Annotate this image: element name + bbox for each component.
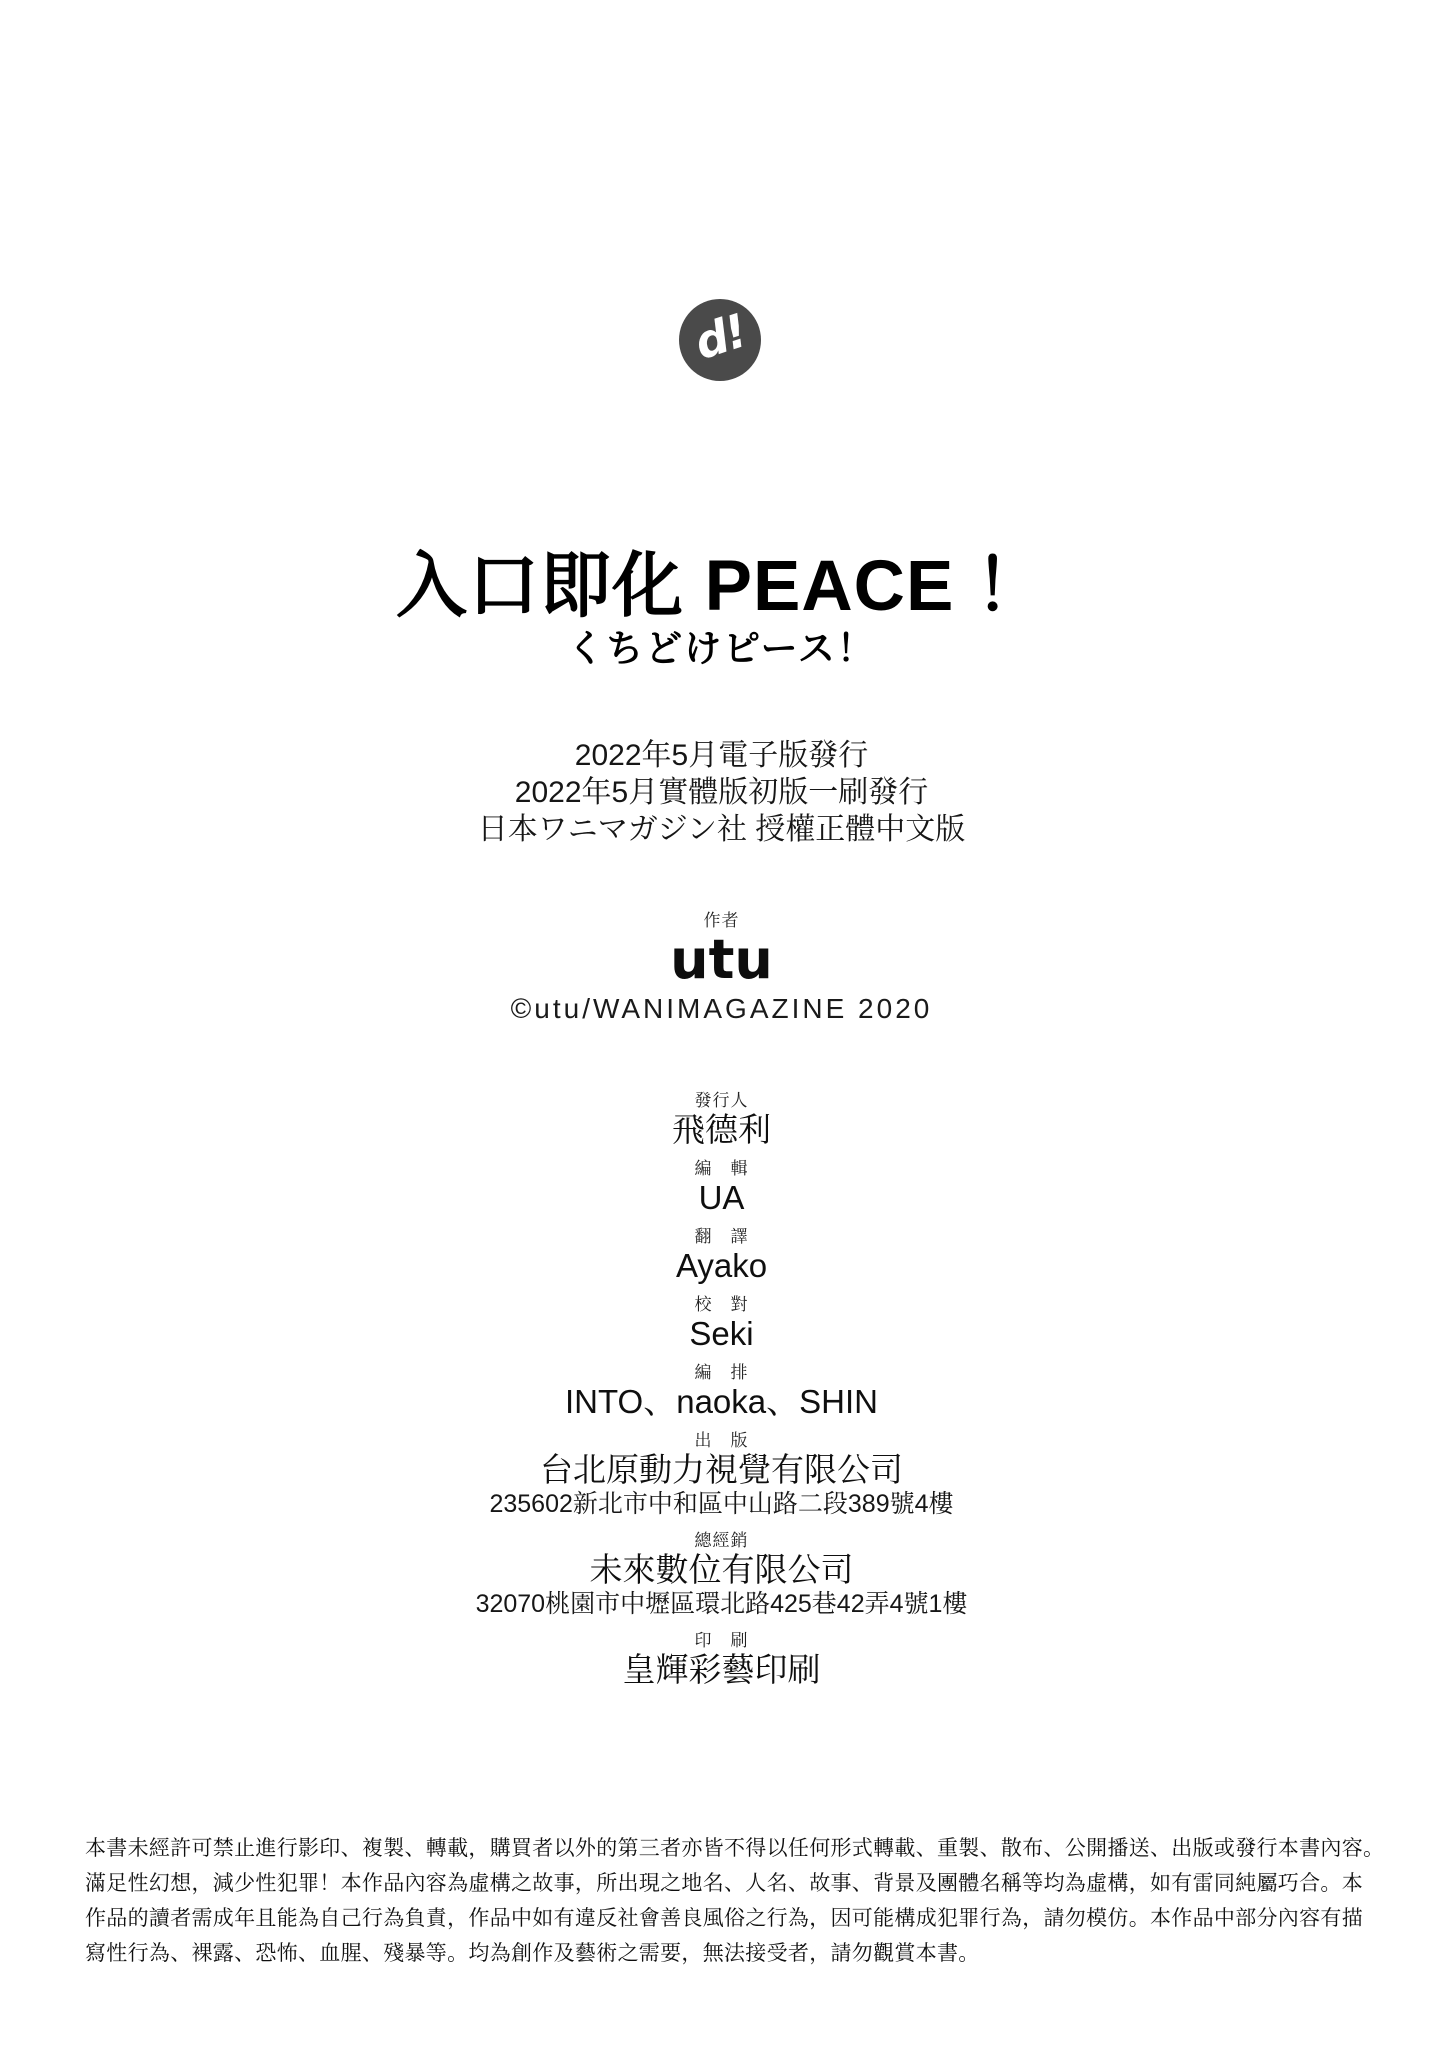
credit-label: 編 排 — [694, 1363, 749, 1382]
credit-label: 翻 譯 — [694, 1227, 749, 1246]
credit-row-proofreader — [0, 1294, 1443, 1352]
credit-value: 飛德利 — [672, 1111, 771, 1148]
credit-row-printer — [0, 1630, 1443, 1688]
credit-label: 發行人 — [694, 1091, 749, 1110]
credit-row-editor — [0, 1158, 1443, 1216]
edition-line-digital: 2022年5月電子版發行 — [574, 739, 869, 772]
book-subtitle: くちどけピース！ — [567, 628, 876, 670]
credit-value: UA — [698, 1179, 745, 1216]
legal-disclaimer — [85, 1831, 1385, 1971]
disclaimer-line: 滿足性幻想，減少性犯罪！本作品內容為虛構之故事，所出現之地名、人名、故事、背景及團體名稱等均為虛構，如有雷同純屬巧合。本 — [85, 1872, 1363, 1895]
title-block — [0, 549, 1443, 672]
copyright-line: ©utu/WANIMAGAZINE 2020 — [510, 993, 933, 1024]
author-name: utu — [670, 928, 773, 991]
credit-value: Seki — [689, 1315, 754, 1352]
publisher-logo-icon: d! — [687, 303, 753, 371]
credit-row-layout — [0, 1362, 1443, 1420]
book-title: 入口即化 PEACE ！ — [395, 547, 1048, 626]
disclaimer-line: 作品的讀者需成年且能為自己行為負責，作品中如有違反社會善良風俗之行為，因可能構成犯罪行為，請勿模仿。本作品中部分內容有描 — [85, 1907, 1363, 1930]
author-label: 作者 — [703, 911, 740, 930]
disclaimer-line: 本書未經許可禁止進行影印、複製、轉載，購買者以外的第三者亦皆不得以任何形式轉載、重製、散布、公開播送、出版或發行本書內容。 — [85, 1837, 1385, 1860]
credit-value: 未來數位有限公司 — [589, 1551, 854, 1588]
credit-address: 235602新北市中和區中山路二段389號4樓 — [489, 1490, 954, 1518]
edition-line-print: 2022年5月實體版初版一刷發行 — [514, 776, 929, 809]
credit-label: 編 輯 — [694, 1159, 749, 1178]
credit-value: INTO、naoka、SHIN — [565, 1383, 878, 1420]
credit-row-distributor — [0, 1530, 1443, 1620]
edition-line-license: 日本ワニマガジン社 授權正體中文版 — [477, 813, 966, 846]
credit-value: 皇輝彩藝印刷 — [622, 1651, 821, 1688]
credit-value: 台北原動力視覺有限公司 — [540, 1451, 903, 1488]
disclaimer-line: 寫性行為、裸露、恐怖、血腥、殘暴等。均為創作及藝術之需要，無法接受者，請勿觀賞本書。 — [85, 1942, 980, 1965]
credit-row-publisher-person — [0, 1090, 1443, 1148]
credit-label: 印 刷 — [694, 1631, 749, 1650]
credit-label: 總經銷 — [694, 1531, 749, 1550]
credits-list — [0, 1090, 1443, 1698]
credit-label: 校 對 — [694, 1295, 749, 1314]
credit-row-publishing-company — [0, 1430, 1443, 1520]
credit-value: Ayako — [675, 1247, 768, 1284]
credit-row-translator — [0, 1226, 1443, 1284]
credit-label: 出 版 — [694, 1431, 749, 1450]
author-block — [0, 910, 1443, 1026]
publisher-logo — [679, 299, 761, 381]
credit-address: 32070桃園市中壢區環北路425巷42弄4號1樓 — [475, 1590, 968, 1618]
edition-info — [0, 737, 1443, 848]
